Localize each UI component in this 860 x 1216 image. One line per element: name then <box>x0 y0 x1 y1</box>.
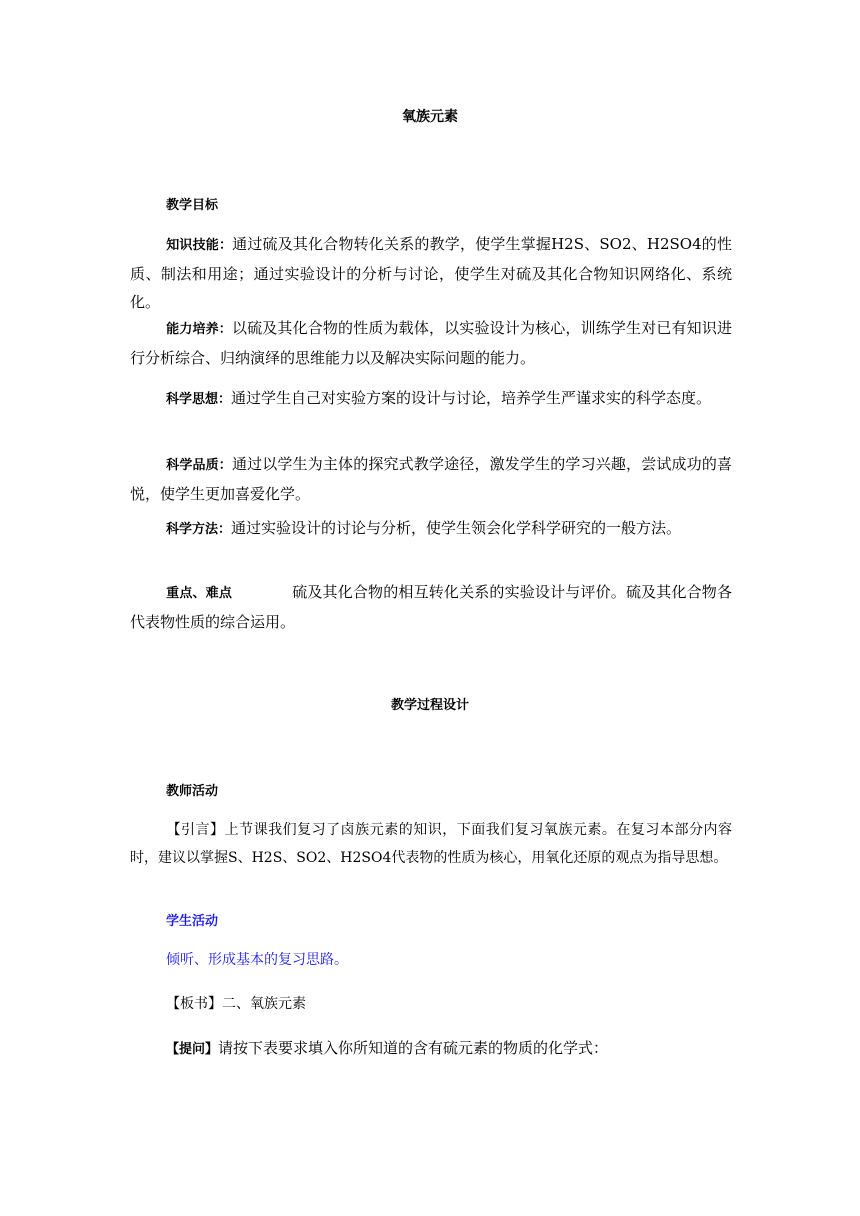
paragraph-lead: 科学品质： <box>166 458 232 473</box>
paragraph-text: 通过实验设计的讨论与分析，使学生领会化学科学研究的一般方法。 <box>231 519 682 537</box>
paragraph-introduction <box>130 816 732 872</box>
section-heading-objectives: 教学目标 <box>166 198 219 213</box>
paragraph-lead: 【提问】 <box>166 1042 219 1057</box>
paragraph-text: 【板书】二、氧族元素 <box>166 996 306 1012</box>
paragraph-text: 【引言】上节课我们复习了卤族元素的知识，下面我们复习氧族元素。在复习本部分内容时，建议以掌握S、H2S、SO2、H2SO4代表物的性质为核心，用氧化还原的观点为指导思想。 <box>130 822 732 866</box>
section-title-process: 教学过程设计 <box>390 698 469 713</box>
paragraph-student-activity <box>130 946 732 974</box>
paragraph-lead: 科学方法： <box>166 522 232 537</box>
paragraph-text: 请按下表要求填入你所知道的含有硫元素的物质的化学式： <box>218 1039 609 1057</box>
paragraph-text: 硫及其化合物的相互转化关系的实验设计与评价。硫及其化合物各代表物性质的综合运用。 <box>130 583 732 631</box>
paragraph-text: 倾听、形成基本的复习思路。 <box>166 952 348 968</box>
paragraph-lead: 知识技能： <box>166 238 233 253</box>
paragraph-key-points <box>130 578 732 636</box>
document-title: 氧族元素 <box>402 109 458 125</box>
paragraph-board-writing <box>130 990 732 1018</box>
paragraph-scientific-quality <box>130 450 732 508</box>
paragraph-text: 通过以学生为主体的探究式教学途径，激发学生的学习兴趣，尝试成功的喜悦，使学生更加喜爱化学。 <box>130 455 732 503</box>
paragraph-text: 以硫及其化合物的性质为载体，以实验设计为核心，训练学生对已有知识进行分析综合、归纳演绎的思维能力以及解决实际问题的能力。 <box>130 319 732 367</box>
paragraph-ability <box>130 314 732 372</box>
paragraph-text: 通过学生自己对实验方案的设计与讨论，培养学生严谨求实的科学态度。 <box>231 389 712 407</box>
paragraph-question <box>130 1034 732 1064</box>
paragraph-scientific-thinking <box>130 384 732 414</box>
paragraph-lead: 能力培养： <box>166 322 232 337</box>
section-heading-teacher-activity: 教师活动 <box>166 784 219 799</box>
paragraph-scientific-method <box>130 514 732 544</box>
section-heading-student-activity: 学生活动 <box>166 914 219 929</box>
paragraph-lead: 重点、难点 <box>166 586 233 601</box>
paragraph-knowledge-skills <box>130 230 732 316</box>
paragraph-text: 通过硫及其化合物转化关系的教学，使学生掌握H2S、SO2、H2SO4的性质、制法和用途；通过实验设计的分析与讨论，使学生对硫及其化合物知识网络化、系统化。 <box>130 235 732 311</box>
paragraph-lead: 科学思想： <box>166 392 232 407</box>
